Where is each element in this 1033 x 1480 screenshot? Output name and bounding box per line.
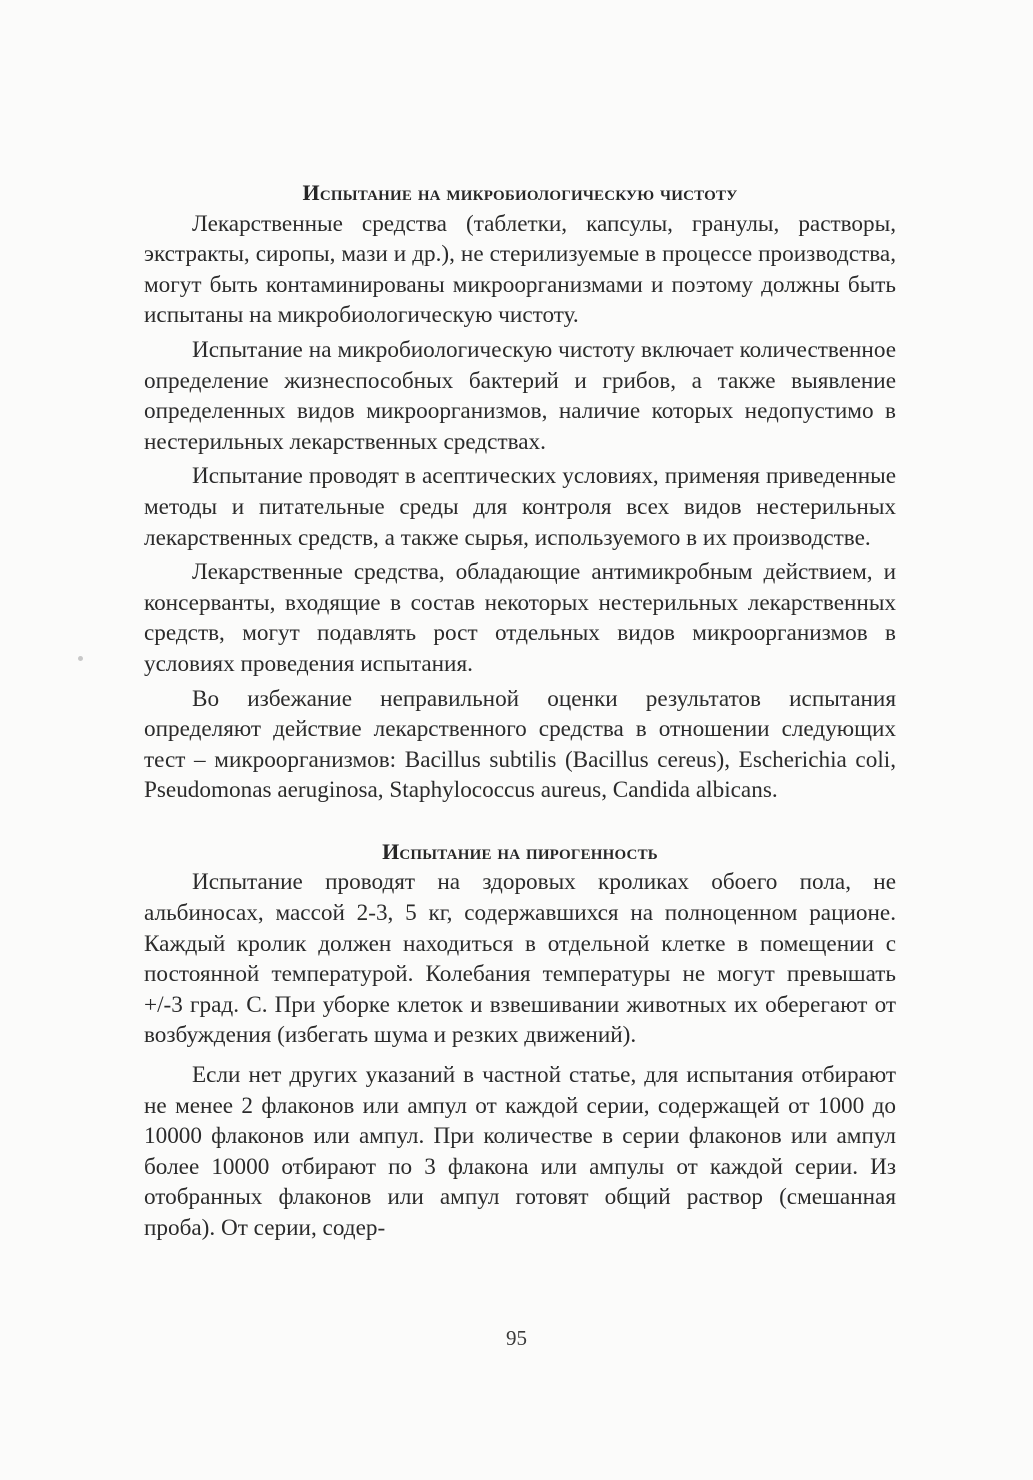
paragraph: Во избежание неправильной оценки результатов испытания определяют действие лекарственного средства в отношении следующих тест – микроорганизмов: Bacillus subtilis (Bacillus cereus), Escherichia coli, Pseudomonas aeruginosa, Staphylococcus aureus, Candida albicans. [144,685,896,804]
paragraph: Испытание проводят в асептических условиях, применяя приведенные методы и питательные среды для контроля всех видов нестерильных лекарственных средств, а также сырья, используемого в их производстве. [144,463,896,551]
paragraph: Лекарственные средства (таблетки, капсулы, гранулы, растворы, экстракты, сиропы, мази и др.), не стерилизуемые в процессе производства, могут быть контаминированы микроорганизмами и поэтому должны быть испытаны на микробиологическую чистоту. [144,210,896,329]
paragraph: Лекарственные средства, обладающие антимикробным действием, и консерванты, входящие в состав некоторых нестерильных лекарственных средств, могут подавлять рост отдельных видов микроорганизмов в условиях проведения испытания. [144,559,896,677]
paragraph: Испытание проводят на здоровых кроликах обоего пола, не альбиносах, массой 2-3, 5 кг, содержавшихся на полноценном рационе. Каждый кролик должен находиться в отдельной клетке в помещении с постоянной температурой. Колебания температуры не могут превышать +/-3 град. С. При уборке клеток и взвешивании животных их оберегают от возбуждения (избегать шума и резких движений). [144,869,896,1049]
section-title-microbiological-purity: Испытание на микробиологическую чистоту [302,180,738,205]
paragraph: Если нет других указаний в частной статье, для испытания отбирают не менее 2 флаконов или ампул от каждой серии, содержащей от 1000 до 10000 флаконов или ампул. При количестве в серии флаконов или ампул более 10000 отбирают по 3 флакона или ампулы от каждой серии. Из отобранных флаконов или ампул готовят общий раствор (смешанная проба). От серии, содер- [144,1062,896,1241]
page-body [144,178,896,1244]
section-title-pyrogenicity: Испытание на пирогенность [382,838,658,864]
scan-speck [78,656,83,661]
paragraph: Испытание на микробиологическую чистоту включает количественное определение жизнеспособных бактерий и грибов, а также выявление определенных видов микроорганизмов, наличие которых недопустимо в нестерильных лекарственных средствах. [144,336,896,455]
page-number: 95 [506,1326,527,1350]
